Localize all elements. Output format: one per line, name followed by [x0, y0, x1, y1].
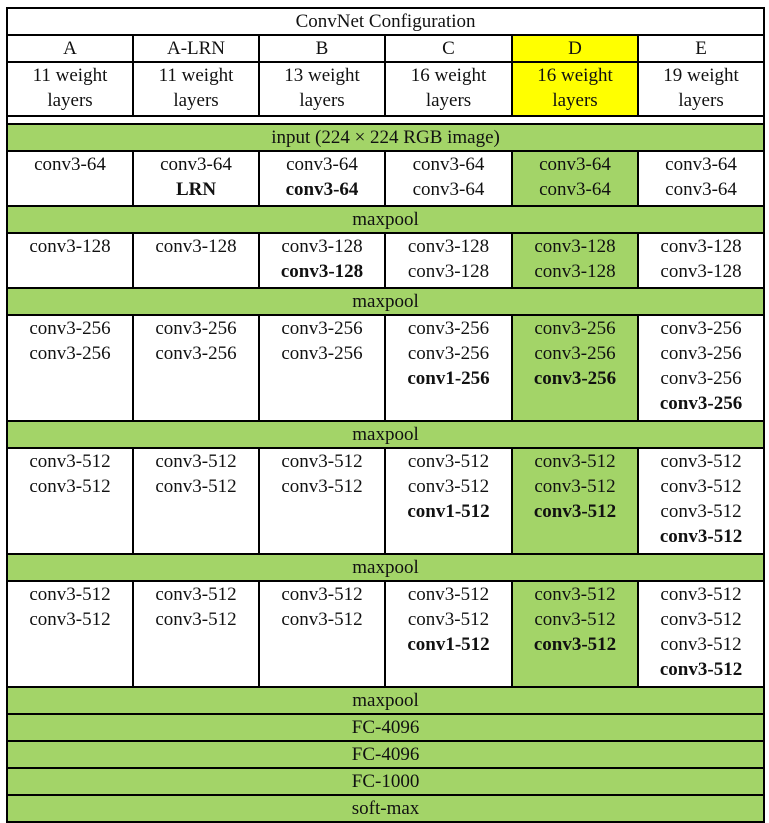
- layer-entry: LRN: [175, 179, 217, 200]
- block-4-col-d: [512, 448, 638, 554]
- layer-entry: conv3-256: [407, 318, 490, 339]
- block-2-col-a-lrn: [133, 233, 259, 288]
- column-header-c: C: [385, 35, 512, 62]
- layer-entry: conv3-64: [160, 154, 232, 175]
- block-2-col-b: [259, 233, 385, 288]
- layer-entry: conv3-512: [29, 476, 111, 497]
- layer-entry: conv3-512: [660, 451, 742, 472]
- layer-entry: conv3-256: [534, 318, 616, 339]
- block-3-col-d: [512, 315, 638, 421]
- layer-entry: conv3-128: [660, 236, 742, 257]
- weights-e: [638, 62, 764, 116]
- layer-entry: conv3-64: [539, 179, 611, 200]
- layer-entry: conv3-64: [665, 179, 737, 200]
- layer-entry: conv3-64: [539, 154, 611, 175]
- layer-entry: conv3-256: [407, 343, 490, 364]
- column-header-b: B: [259, 35, 385, 62]
- layer-entry: conv3-512: [534, 584, 616, 605]
- block-4-col-b: [259, 448, 385, 554]
- layer-entry: conv3-512: [407, 451, 490, 472]
- layer-entry: conv3-64: [412, 179, 485, 200]
- weights-a-lrn-line2: layers: [173, 90, 219, 111]
- layer-entry: conv3-512: [407, 609, 490, 630]
- block-1-col-a-lrn: [133, 151, 259, 206]
- block-3-col-c: [385, 315, 512, 421]
- weights-c: [385, 62, 512, 116]
- block-2-col-a: [7, 233, 133, 288]
- block-5-col-e: [638, 581, 764, 687]
- layer-entry: conv3-256: [659, 393, 743, 414]
- layer-entry: conv3-512: [407, 584, 490, 605]
- block-5-col-a: [7, 581, 133, 687]
- layer-entry: conv3-512: [533, 501, 617, 522]
- layer-entry: conv3-512: [659, 659, 743, 680]
- weights-c-line2: layers: [425, 90, 472, 111]
- block-5-col-d: [512, 581, 638, 687]
- layer-entry: conv3-128: [155, 236, 237, 257]
- block-1-col-c: [385, 151, 512, 206]
- layer-entry: conv3-512: [155, 451, 237, 472]
- conv-block-1: [7, 151, 764, 206]
- block-4-col-a: [7, 448, 133, 554]
- block-1-col-e: [638, 151, 764, 206]
- layer-entry: conv3-512: [281, 476, 363, 497]
- layer-entry: conv1-256: [407, 368, 490, 389]
- weights-b-line2: layers: [299, 90, 345, 111]
- table-title: ConvNet Configuration: [7, 8, 764, 35]
- maxpool-layer: maxpool: [7, 206, 764, 233]
- layer-entry: conv3-64: [665, 154, 737, 175]
- column-header-e: E: [638, 35, 764, 62]
- layer-entry: conv3-512: [155, 609, 237, 630]
- layer-entry: conv3-512: [407, 476, 490, 497]
- weights-b-line1: 13 weight: [284, 65, 360, 86]
- layer-entry: conv3-512: [660, 476, 742, 497]
- layer-entry: conv3-512: [281, 584, 363, 605]
- block-5-col-b: [259, 581, 385, 687]
- block-3-col-a: [7, 315, 133, 421]
- block-4-col-a-lrn: [133, 448, 259, 554]
- layer-entry: conv3-512: [155, 584, 237, 605]
- layer-entry: conv1-512: [407, 501, 490, 522]
- layer-entry: conv3-512: [281, 451, 363, 472]
- layer-entry: conv3-512: [534, 476, 616, 497]
- layer-entry: conv3-512: [659, 526, 743, 547]
- input-layer: input (224 × 224 RGB image): [7, 124, 764, 151]
- layer-entry: conv3-128: [280, 261, 364, 282]
- layer-entry: conv3-64: [286, 154, 358, 175]
- weights-e-line2: layers: [678, 90, 724, 111]
- layer-entry: conv3-256: [155, 343, 237, 364]
- layer-entry: conv3-512: [29, 609, 111, 630]
- layer-entry: conv3-128: [407, 261, 490, 282]
- layer-entry: conv3-128: [281, 236, 363, 257]
- block-1-col-b: [259, 151, 385, 206]
- layer-entry: conv3-128: [534, 261, 616, 282]
- block-5-col-a-lrn: [133, 581, 259, 687]
- weights-b: [259, 62, 385, 116]
- layer-entry: conv3-256: [281, 318, 363, 339]
- layer-entry: conv3-512: [534, 451, 616, 472]
- block-1-col-a: [7, 151, 133, 206]
- block-3-col-b: [259, 315, 385, 421]
- weights-d: [512, 62, 638, 116]
- block-5-col-c: [385, 581, 512, 687]
- block-2-col-d: [512, 233, 638, 288]
- block-4-col-c: [385, 448, 512, 554]
- block-3-col-a-lrn: [133, 315, 259, 421]
- block-2-col-c: [385, 233, 512, 288]
- weights-a: [7, 62, 133, 116]
- conv-block-5: [7, 581, 764, 687]
- convnet-config-table: [6, 7, 765, 823]
- column-header-a: A: [7, 35, 133, 62]
- weights-d-line2: layers: [552, 90, 598, 111]
- layer-entry: conv3-512: [660, 609, 742, 630]
- maxpool-layer: maxpool: [7, 421, 764, 448]
- final-layer-4: FC-1000: [7, 768, 764, 795]
- final-layer-1: maxpool: [7, 687, 764, 714]
- weights-d-line1: 16 weight: [537, 65, 613, 86]
- block-4-col-e: [638, 448, 764, 554]
- layer-entry: conv3-512: [660, 501, 742, 522]
- header-separator: [7, 116, 764, 124]
- weights-a-lrn: [133, 62, 259, 116]
- layer-entry: conv3-128: [29, 236, 111, 257]
- layer-entry: conv3-128: [534, 236, 616, 257]
- layer-entry: conv3-128: [407, 236, 490, 257]
- block-2-col-e: [638, 233, 764, 288]
- layer-entry: conv3-256: [533, 368, 617, 389]
- layer-entry: conv3-128: [660, 261, 742, 282]
- layer-entry: conv3-256: [281, 343, 363, 364]
- conv-block-3: [7, 315, 764, 421]
- layer-entry: conv1-512: [407, 634, 490, 655]
- layer-entry: conv3-256: [660, 343, 742, 364]
- weights-e-line1: 19 weight: [663, 65, 739, 86]
- layer-entry: conv3-512: [281, 609, 363, 630]
- layer-entry: conv3-64: [34, 154, 106, 175]
- layer-entry: conv3-256: [534, 343, 616, 364]
- weights-a-line2: layers: [47, 90, 93, 111]
- weights-a-lrn-line1: 11 weight: [158, 65, 234, 86]
- layer-entry: conv3-512: [29, 584, 111, 605]
- conv-block-2: [7, 233, 764, 288]
- layer-entry: conv3-256: [660, 318, 742, 339]
- column-header-a-lrn: A-LRN: [133, 35, 259, 62]
- final-layer-5: soft-max: [7, 795, 764, 822]
- block-1-col-d: [512, 151, 638, 206]
- maxpool-layer: maxpool: [7, 554, 764, 581]
- layer-entry: conv3-512: [660, 634, 742, 655]
- weights-c-line1: 16 weight: [410, 65, 487, 86]
- layer-entry: conv3-512: [533, 634, 617, 655]
- final-layer-3: FC-4096: [7, 741, 764, 768]
- layer-entry: conv3-512: [155, 476, 237, 497]
- layer-entry: conv3-64: [285, 179, 359, 200]
- conv-block-4: [7, 448, 764, 554]
- layer-entry: conv3-256: [29, 343, 111, 364]
- layer-entry: conv3-256: [660, 368, 742, 389]
- column-header-d: D: [512, 35, 638, 62]
- maxpool-layer: maxpool: [7, 288, 764, 315]
- layer-entry: conv3-512: [660, 584, 742, 605]
- final-layer-2: FC-4096: [7, 714, 764, 741]
- weights-a-line1: 11 weight: [32, 65, 108, 86]
- block-3-col-e: [638, 315, 764, 421]
- layer-entry: conv3-512: [534, 609, 616, 630]
- layer-entry: conv3-256: [29, 318, 111, 339]
- layer-entry: conv3-512: [29, 451, 111, 472]
- layer-entry: conv3-256: [155, 318, 237, 339]
- layer-entry: conv3-64: [412, 154, 485, 175]
